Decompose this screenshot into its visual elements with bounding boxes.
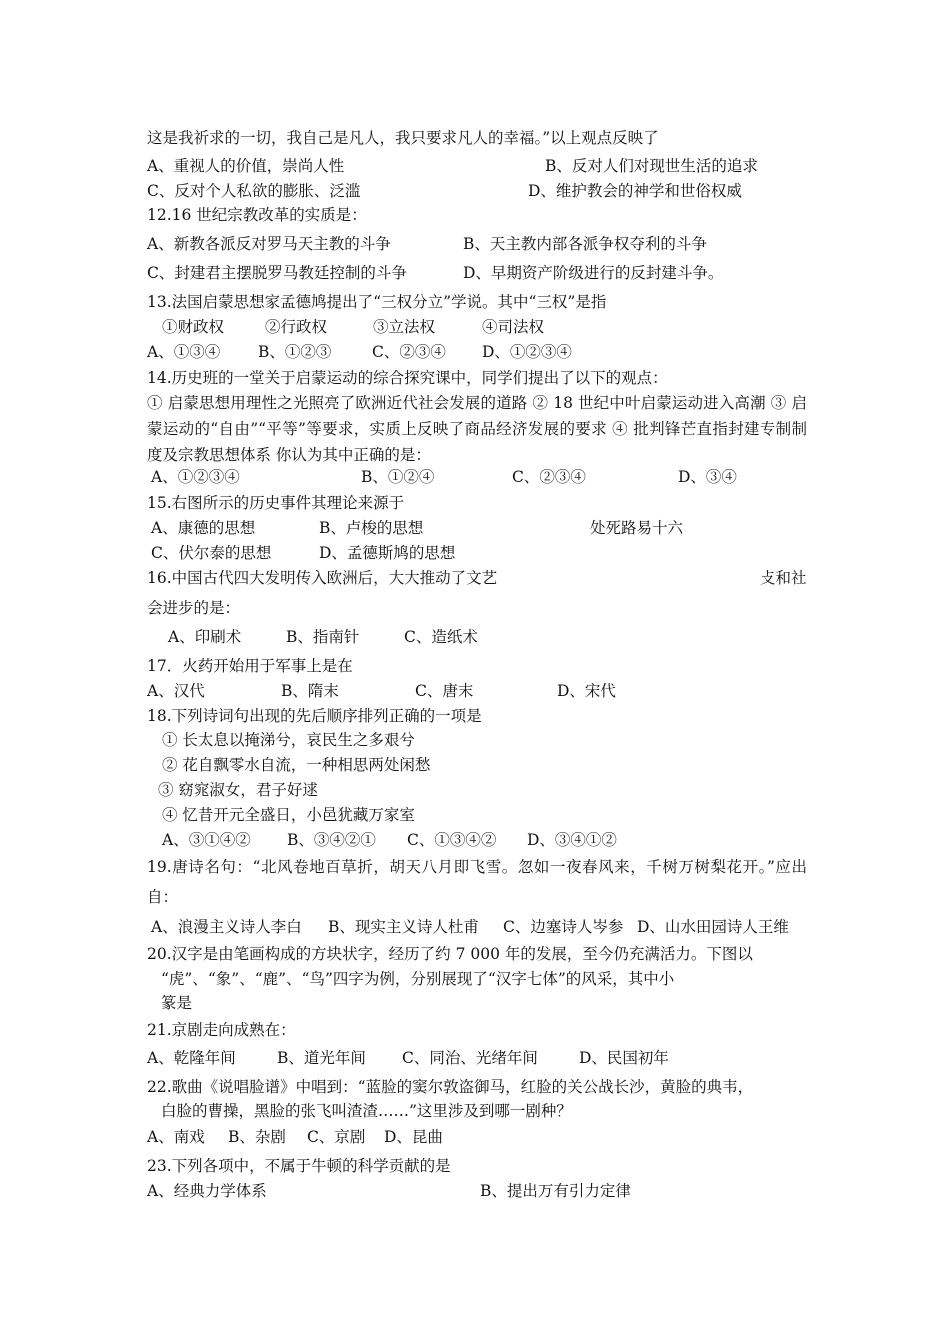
q17-option-b: B、隋末 <box>281 682 339 700</box>
q12-option-c: C、封建君主摆脱罗马教廷控制的斗争 <box>147 264 407 282</box>
q21-option-d: D、民国初年 <box>579 1049 669 1067</box>
q18-item-4: ④ 忆昔开元全盛日，小邑犹藏万家室 <box>162 806 415 824</box>
q15-option-a: A、康德的思想 <box>151 519 256 537</box>
q14-option-a: A、①②③④ <box>151 468 240 486</box>
q11-stem-tail: 这是我祈求的一切，我自己是凡人，我只要求凡人的幸福。”以上观点反映了 <box>147 129 659 147</box>
q15-option-d: D、孟德斯鸠的思想 <box>319 544 456 562</box>
q23-option-b: B、提出万有引力定律 <box>480 1182 631 1200</box>
q16-option-b: B、指南针 <box>286 628 360 646</box>
q22-option-c: C、京剧 <box>307 1128 366 1146</box>
q19-option-a: A、浪漫主义诗人李白 <box>151 918 302 936</box>
q18-option-c: C、①③④② <box>407 831 497 849</box>
q14-option-c: C、②③④ <box>512 468 586 486</box>
q13-option-d: D、①②③④ <box>482 343 572 361</box>
q17-option-a: A、汉代 <box>147 682 205 700</box>
q20-stem-line1: 20.汉字是由笔画构成的方块状字，经历了约 7 000 年的发展，至今仍充满活力。下图以 <box>147 945 753 963</box>
q11-option-a: A、重视人的价值，崇尚人性 <box>147 157 345 175</box>
q13-item-1: ①财政权 <box>162 318 225 336</box>
q15-stem: 15.右图所示的历史事件其理论来源于 <box>147 494 405 512</box>
q14-body: ① 启蒙思想用理性之光照亮了欧洲近代社会发展的道路 ② 18 世纪中叶启蒙运动进入高潮 ③ 启蒙运动的“自由”“平等”等要求，实质上反映了商品经济发展的要求 ④ 批判锋芒直指封建专制制度及宗教思想体系 你认为其中正确的是： <box>147 394 807 464</box>
q19-stem: 19.唐诗名句：“北风卷地百草折，胡天八月即飞雪。忽如一夜春风来，千树万树梨花开。”应出自： <box>147 858 807 906</box>
q16-option-c: C、造纸术 <box>404 628 478 646</box>
q16-option-a: A、印刷术 <box>168 628 242 646</box>
q18-item-3: ③ 窈窕淑女，君子好逑 <box>158 781 318 799</box>
q11-option-d: D、维护教会的神学和世俗权威 <box>528 182 742 200</box>
q12-stem: 12.16 世纪宗教改革的实质是： <box>147 206 367 224</box>
q21-option-b: B、道光年间 <box>277 1049 366 1067</box>
q22-option-a: A、南戏 <box>147 1128 205 1146</box>
q23-option-a: A、经典力学体系 <box>147 1182 267 1200</box>
q21-option-c: C、同治、光绪年间 <box>402 1049 538 1067</box>
q13-item-3: ③立法权 <box>373 318 436 336</box>
q11-option-b: B、反对人们对现世生活的追求 <box>545 157 758 175</box>
q22-option-d: D、昆曲 <box>384 1128 443 1146</box>
q22-option-b: B、杂剧 <box>228 1128 286 1146</box>
q18-stem: 18.下列诗词句出现的先后顺序排列正确的一项是 <box>147 707 482 725</box>
q23-stem: 23.下列各项中，不属于牛顿的科学贡献的是 <box>147 1157 451 1175</box>
q13-option-a: A、①③④ <box>147 343 221 361</box>
q12-option-b: B、天主教内部各派争权夺利的斗争 <box>463 235 707 253</box>
q12-option-a: A、新教各派反对罗马天主教的斗争 <box>147 235 391 253</box>
q13-item-4: ④司法权 <box>482 318 545 336</box>
q13-stem: 13.法国启蒙思想家孟德鸠提出了“三权分立”学说。其中“三权”是指 <box>147 293 607 311</box>
q21-stem: 21.京剧走向成熟在： <box>147 1021 296 1039</box>
q22-stem-line1: 22.歌曲《说唱脸谱》中唱到：“蓝脸的窦尔敦盗御马，红脸的关公战长沙，黄脸的典韦， <box>147 1078 754 1096</box>
q19-option-d: D、山水田园诗人王维 <box>637 918 789 936</box>
q13-option-b: B、①②③ <box>258 343 332 361</box>
q19-option-b: B、现实主义诗人杜甫 <box>328 918 479 936</box>
q16-stem: 16.中国古代四大发明传入欧洲后，大大推动了文艺 <box>147 569 498 587</box>
q15-option-c: C、伏尔泰的思想 <box>151 544 272 562</box>
q22-stem-line2: 白脸的曹操，黑脸的张飞叫渣渣……”这里涉及到哪一剧种？ <box>161 1102 572 1120</box>
q17-stem: 17．火药开始用于军事上是在 <box>147 657 353 675</box>
q18-item-1: ① 长太息以掩涕兮，哀民生之多艰兮 <box>162 731 415 749</box>
q18-item-2: ② 花自飘零水自流，一种相思两处闲愁 <box>162 756 431 774</box>
q17-option-d: D、宋代 <box>557 682 616 700</box>
q13-option-c: C、②③④ <box>372 343 446 361</box>
q18-option-a: A、③①④② <box>162 831 251 849</box>
q12-option-d: D、早期资产阶级进行的反封建斗争。 <box>463 264 724 282</box>
q19-option-c: C、边塞诗人岑参 <box>503 918 624 936</box>
q18-option-d: D、③④①② <box>527 831 617 849</box>
q16-stem-right: 攴和社 <box>760 569 807 587</box>
q15-option-b: B、卢梭的思想 <box>319 519 424 537</box>
q17-option-c: C、唐末 <box>415 682 474 700</box>
q18-option-b: B、③④②① <box>287 831 376 849</box>
q16-stem-cont: 会进步的是： <box>147 599 241 617</box>
q20-stem-line2: “虎”、“象”、“鹿”、“鸟”四字为例，分别展现了“汉字七体”的风采，其中小 <box>161 970 675 988</box>
q21-option-a: A、乾隆年间 <box>147 1049 236 1067</box>
q20-stem-line3: 篆是 <box>161 994 193 1012</box>
q14-option-d: D、③④ <box>678 468 737 486</box>
q14-stem: 14.历史班的一堂关于启蒙运动的综合探究课中，同学们提出了以下的观点： <box>147 369 668 387</box>
q13-item-2: ②行政权 <box>265 318 328 336</box>
q15-figure-caption: 处死路易十六 <box>590 519 684 537</box>
q14-option-b: B、①②④ <box>361 468 435 486</box>
q11-option-c: C、反对个人私欲的膨胀、泛滥 <box>147 182 361 200</box>
